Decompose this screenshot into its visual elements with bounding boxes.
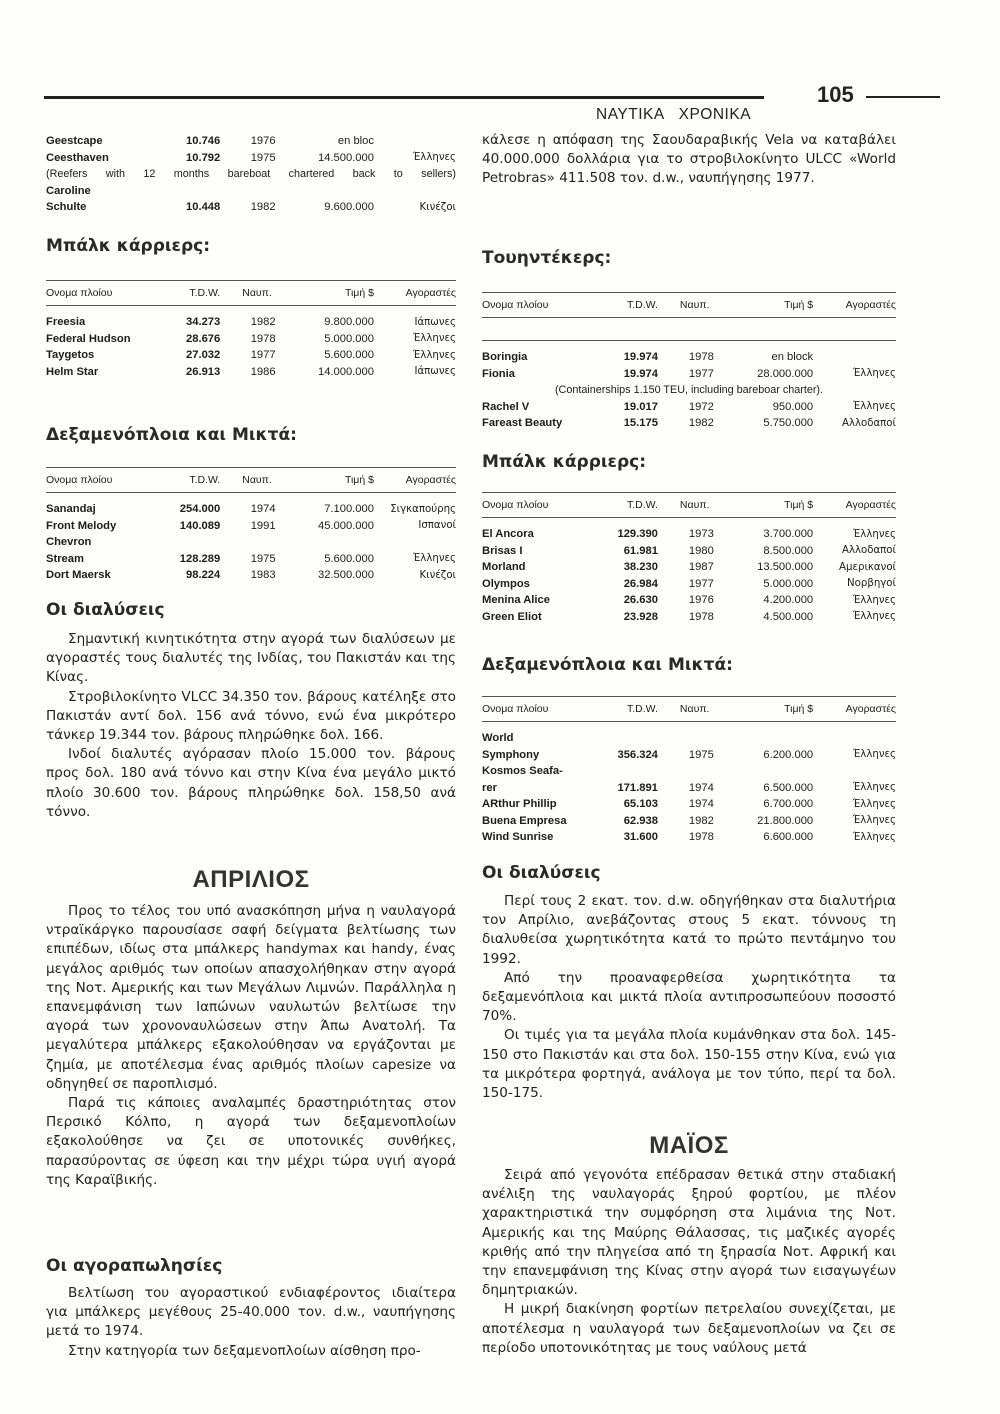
cell-name: Olympos [482, 577, 530, 590]
paragraph: Από την προαναφερθείσα χωρητικότητα τα δεξαμενόπλοια και μικτά πλοία αντιπροσωπεύουν ποσοστό 70%. [482, 969, 896, 1025]
table-row [482, 399, 896, 416]
cell-buyer [374, 133, 456, 150]
table-spacer [482, 341, 896, 350]
cell-buyer: Έλληνες [852, 611, 896, 623]
table-row [482, 349, 896, 366]
paragraph: κάλεσε η απόφαση της Σαουδαραβικής Vela να καταβάλει 40.000.000 δολλάρια για το στροβιλοκίνητο ULCC «World Petrobras» 411.508 τον. d.w., ναυπήγησης 1977. [482, 132, 896, 187]
cell-name: World [482, 732, 514, 745]
cell-dwt: 171.891 [617, 781, 658, 794]
cell-dwt [598, 730, 658, 747]
cell-name: Caroline [46, 184, 91, 197]
column-header-dwt: T.D.W. [189, 287, 221, 299]
table-row [482, 747, 896, 764]
cell-year: 1980 [688, 544, 714, 557]
cell-buyer: Έλληνες [852, 368, 896, 380]
paragraph: Ινδοί διαλυτές αγόρασαν πλοίο 15.000 τον. βάρους προς δολ. 180 ανά τόννο και στην Κίνα ένα μεγάλο μικτό πλοίο 30.600 τον. βάρους πληρώθηκε δολ. 158,50 ανά τόννο. [46, 746, 456, 820]
paragraph: Παρά τις κάποιες αναλαμπές δραστηριότητας στον Περσικό Κόλπο, η αγορά των δεξαμενοπλοίων εξακολούθησε να ζει σε υποτονικές συνθήκες, παρασύροντας σε ύφεση και την μέχρι τώρα υγιή αγορά της Καραϊβικής. [46, 1095, 456, 1188]
column-header-year: Ναυπ. [679, 299, 710, 311]
cell-dwt: 10.448 [186, 201, 221, 214]
cell-buyer: Έλληνες [852, 831, 896, 843]
cell-name: Helm Star [46, 365, 99, 378]
cell-year: 1977 [250, 349, 276, 362]
paragraph: Η μικρή διακίνηση φορτίων πετρελαίου συνεχίζεται, με αποτέλεσμα η ναυλαγορά των δεξαμενοπλοίων να ζει σε περίοδο υποτονικότητας με τους ναύλους μετά [482, 1301, 896, 1356]
table-spacer [482, 722, 896, 731]
column-header-name: Ονομα πλοίου [482, 299, 549, 311]
cell-buyer: Έλληνες [852, 798, 896, 810]
table-header-row [482, 493, 896, 518]
cell-price: 5.750.000 [763, 417, 814, 430]
cell-buyer: Έλληνες [852, 594, 896, 606]
cell-name: Geestcape [46, 135, 103, 148]
cell-name: Ceesthaven [46, 151, 109, 164]
section-heading-tankers: Δεξαμενόπλοια και Μικτά: [46, 425, 297, 445]
cell-price: 6.500.000 [763, 781, 814, 794]
table-divider [482, 318, 896, 341]
cell-dwt: 31.600 [623, 831, 658, 844]
cell-name: Symphony [482, 748, 540, 761]
cell-dwt: 140.089 [179, 519, 221, 532]
column-header-year: Ναυπ. [242, 287, 272, 299]
cell-year: 1973 [688, 528, 714, 541]
table-row [46, 364, 456, 381]
cell-dwt: 26.630 [623, 594, 658, 607]
section-heading-sales: Οι αγοραπωλησίες [46, 1256, 223, 1276]
table-row [482, 366, 896, 383]
cell-dwt: 62.938 [623, 814, 658, 827]
table-row [482, 543, 896, 560]
cell-name: Brisas I [482, 544, 523, 557]
cell-dwt: 34.273 [186, 316, 221, 329]
column-header-year: Ναυπ. [679, 499, 710, 511]
section-heading-tweendeckers: Τουηντέκερς: [482, 248, 612, 268]
cell-year: 1975 [688, 748, 714, 761]
table-note: (Reefers with 12 months bareboat chartered back to sellers) [46, 168, 456, 181]
table-header-row [46, 281, 456, 306]
cell-dwt: 10.792 [186, 151, 221, 164]
bulk-carriers-table [46, 280, 456, 380]
column-header-name: Ονομα πλοίου [482, 499, 549, 511]
cell-price: 45.000.000 [317, 519, 374, 532]
cell-year: 1975 [250, 151, 276, 164]
cell-buyer: Έλληνες [852, 528, 896, 540]
cell-year: 1982 [250, 316, 276, 329]
paragraph: Στην κατηγορία των δεξαμενοπλοίων αίσθηση προ- [68, 1342, 421, 1359]
column-header-price: Τιμή $ [344, 287, 374, 299]
cell-name: Rachel V [482, 400, 530, 413]
cell-buyer: Αμερικανοί [839, 561, 896, 573]
cell-year: 1991 [250, 519, 276, 532]
column-header-buyer: Αγοραστές [405, 287, 456, 299]
cell-buyer [813, 730, 896, 747]
table-header-row [46, 468, 456, 493]
column-header-buyer: Αγοραστές [405, 474, 456, 486]
cell-dwt: 65.103 [623, 798, 658, 811]
april-text [46, 902, 456, 1190]
cell-buyer: Έλληνες [412, 553, 456, 565]
cell-name: rer [482, 781, 497, 794]
table-row [482, 415, 896, 432]
cell-year: 1976 [250, 135, 276, 148]
cell-price: 950.000 [772, 400, 814, 413]
bulk-carriers-table [482, 492, 896, 625]
cell-year: 1978 [688, 351, 714, 364]
cell-name: Boringia [482, 351, 528, 364]
cell-price: 5.000.000 [763, 577, 814, 590]
cell-name: Buena Empresa [482, 814, 567, 827]
table-header-row [482, 697, 896, 722]
cell-buyer: Ισπανοί [418, 520, 456, 532]
table-row [46, 501, 456, 518]
cell-price: en bloc [337, 135, 374, 148]
cell-price: 28.000.000 [757, 367, 814, 380]
cell-price: en block [771, 351, 814, 364]
cell-buyer: Σιγκαπούρης [390, 503, 456, 515]
cell-name: Wind Sunrise [482, 831, 554, 844]
cell-year [658, 730, 714, 747]
cell-price: 14.000.000 [317, 365, 374, 378]
table-row [482, 559, 896, 576]
cell-name: Menina Alice [482, 594, 550, 607]
table-row [46, 567, 456, 584]
table-spacer [46, 493, 456, 502]
cell-year: 1974 [250, 503, 276, 516]
cell-dwt: 28.676 [186, 332, 221, 345]
column-header-price: Τιμή $ [784, 299, 814, 311]
cell-buyer [813, 763, 896, 780]
table-note-row [482, 382, 896, 399]
column-header-price: Τιμή $ [784, 499, 814, 511]
cell-dwt: 61.981 [623, 544, 658, 557]
cell-buyer [374, 534, 456, 551]
column-header-dwt: T.D.W. [627, 703, 658, 715]
cell-name: Federal Hudson [46, 332, 131, 345]
table-row [482, 576, 896, 593]
cell-dwt [161, 183, 220, 200]
cell-price: 4.200.000 [763, 594, 814, 607]
cell-buyer: Ιάπωνες [414, 366, 456, 378]
may-text [482, 1166, 896, 1358]
cell-price [714, 763, 813, 780]
column-header-name: Ονομα πλοίου [46, 474, 113, 486]
table-row [482, 829, 896, 846]
cell-dwt: 19.974 [623, 351, 658, 364]
table-row [46, 331, 456, 348]
header-rule [44, 96, 764, 99]
cell-price: 6.200.000 [763, 748, 814, 761]
cell-name: Fionia [482, 367, 515, 380]
cell-buyer [813, 349, 896, 366]
cell-name: Freesia [46, 316, 86, 329]
cell-price: 9.800.000 [324, 316, 374, 329]
table-note-row [46, 166, 456, 183]
cell-name: Stream [46, 552, 84, 565]
table-row [46, 314, 456, 331]
column-header-buyer: Αγοραστές [845, 299, 896, 311]
cell-buyer: Έλληνες [852, 749, 896, 761]
paragraph: Προς το τέλος του υπό ανασκόπηση μήνα η ναυλαγορά ντραϊκάργκο παρουσίασε σαφή δείγματα βελτίωσης των επιπέδων, ιδίως στα μπάλκερς handymax και handy, ένας μεγάλος αριθμός των οποίων απασχολήθηκαν στην αγορά της Νοτ. Αμερικής και των Μεγάλων Λιμνών. Παράλληλα η επανεμφάνιση των Ιαπώνων ναυλωτών βελτίωσε την αγορά των χρονοναυλώσεων στην Άπω Ανατολή. Τα μεγαλύτερα μπάλκερς εξακολούθησαν να εργάζονται με ζημία, με αποτέλεσμα ένας αριθμός πλοίων capesize να οδηγηθεί σε παροπλισμό. [46, 903, 456, 1092]
cell-price: 4.500.000 [763, 610, 814, 623]
cell-dwt: 27.032 [186, 349, 221, 362]
cell-dwt [161, 534, 220, 551]
table-row [46, 347, 456, 364]
cell-name: El Ancora [482, 528, 534, 541]
cell-name: Sanandaj [46, 503, 96, 516]
cell-year: 1976 [688, 594, 714, 607]
cell-price: 9.600.000 [324, 201, 374, 214]
cell-year: 1983 [250, 569, 276, 582]
table-row [482, 796, 896, 813]
table-row [46, 150, 456, 167]
page-number: 105 [817, 82, 854, 107]
cell-price: 13.500.000 [757, 561, 814, 574]
tankers-table [46, 467, 456, 584]
table-header-row [482, 293, 896, 318]
table-row [46, 534, 456, 551]
section-heading-scrapping: Οι διαλύσεις [46, 600, 165, 620]
cell-year: 1975 [250, 552, 276, 565]
paragraph: Περί τους 2 εκατ. τον. d.w. οδηγήθηκαν στα διαλυτήρια τον Απρίλιο, ανεβάζοντας στους 5 εκατ. τόννους τη διαλυθείσα χωρητικότητα κατά το πρώτο πεντάμηνο του 1992. [482, 893, 896, 967]
cell-buyer: Αλλοδαποί [841, 417, 896, 429]
cell-year: 1982 [250, 201, 276, 214]
sales-text [46, 1284, 456, 1361]
cell-dwt: 356.324 [617, 748, 658, 761]
header-rule [866, 96, 940, 98]
section-heading-tankers: Δεξαμενόπλοια και Μικτά: [482, 655, 733, 675]
cell-year: 1987 [688, 561, 714, 574]
cell-name: Kosmos Seafa- [482, 765, 563, 778]
cell-dwt: 23.928 [623, 610, 658, 623]
cell-dwt: 15.175 [623, 417, 658, 430]
table-row [482, 813, 896, 830]
cell-year [658, 763, 714, 780]
cell-year: 1977 [688, 577, 714, 590]
table-spacer [46, 306, 456, 315]
cell-buyer [374, 183, 456, 200]
cell-dwt: 129.390 [617, 528, 658, 541]
cell-dwt: 26.913 [186, 365, 221, 378]
cell-price: 5.000.000 [324, 332, 374, 345]
paragraph: Βελτίωση του αγοραστικού ενδιαφέροντος ιδιαίτερα για μπάλκερς μεγέθους 25-40.000 τον. d.w., ναυπήγησης μετά το 1974. [46, 1285, 456, 1340]
cell-year [220, 534, 275, 551]
paragraph: Σειρά από γεγονότα επέδρασαν θετικά στην σταδιακή ανέλιξη της ναυλαγοράς ξηρού φορτίου, με πλέον χαρακτηριστικά την συμφόρηση στα λιμάνια της Νοτ. Αμερικής και της Μαύρης Θάλασσας, τις μαζικές αγορές κριθής από την πληγείσα από τη ξηρασία Νοτ. Αφρική και την επανεμφάνιση της Κίνας στην αγορά των εισαγωγέων δημητριακών. [482, 1167, 896, 1299]
paragraph: Στροβιλοκίνητο VLCC 34.350 τον. βάρους κατέληξε στο Πακιστάν αντί δολ. 156 ανά τόννο, ενώ ένα μικρότερο τάνκερ 19.344 τον. βάρους πληρώθηκε δολ. 166. [46, 688, 456, 744]
month-heading-may: ΜΑΪΟΣ [649, 1132, 729, 1159]
column-header-dwt: T.D.W. [627, 499, 658, 511]
cell-price: 7.100.000 [324, 503, 374, 516]
cell-buyer: Έλληνες [852, 782, 896, 794]
cell-name: Dort Maersk [46, 569, 111, 582]
paragraph: Οι τιμές για τα μεγάλα πλοία κυμάνθηκαν στα δολ. 145-150 στο Πακιστάν και στα δολ. 150-155 στην Κίνα, ενώ για τα μικρότερα φορτηγά, ανάλογα με τον τύπο, περί τα δολ. 150-175. [482, 1027, 896, 1102]
cell-price [276, 183, 374, 200]
column-header-name: Ονομα πλοίου [46, 287, 113, 299]
cell-dwt: 128.289 [179, 552, 221, 565]
cell-year: 1982 [688, 417, 714, 430]
cell-year: 1977 [688, 367, 714, 380]
cell-buyer: Κινέζοι [419, 201, 456, 213]
cell-year: 1986 [250, 365, 276, 378]
cell-year: 1978 [688, 831, 714, 844]
paragraph: Σημαντική κινητικότητα στην αγορά των διαλύσεων με αγοραστές τους διαλυτές της Ινδίας, του Πακιστάν και της Κίνας. [46, 631, 456, 686]
cell-price: 32.500.000 [317, 569, 374, 582]
cell-price: 8.500.000 [763, 544, 814, 557]
column-header-dwt: T.D.W. [627, 299, 658, 311]
cell-dwt: 254.000 [179, 503, 221, 516]
table-note: (Containerships 1.150 TEU, including bareboar charter). [554, 384, 824, 397]
tweendeckers-table [482, 292, 896, 432]
cell-buyer: Έλληνες [852, 401, 896, 413]
column-header-buyer: Αγοραστές [845, 703, 896, 715]
cell-price: 6.600.000 [763, 831, 814, 844]
cell-year: 1974 [688, 798, 714, 811]
table-row [46, 518, 456, 535]
cell-dwt: 19.974 [623, 367, 658, 380]
cell-dwt: 26.984 [623, 577, 658, 590]
cell-name: ARthur Phillip [482, 798, 557, 811]
cell-price [276, 534, 374, 551]
cell-buyer: Έλληνες [412, 333, 456, 345]
cell-price [714, 730, 813, 747]
cell-price: 3.700.000 [763, 528, 814, 541]
cell-buyer: Ιάπωνες [414, 316, 456, 328]
cell-year: 1978 [688, 610, 714, 623]
table-row [46, 199, 456, 216]
cell-dwt [598, 763, 658, 780]
page-header [44, 84, 896, 114]
table-row [482, 592, 896, 609]
cell-name: Green Eliot [482, 610, 542, 623]
table-row [482, 526, 896, 543]
cell-year: 1978 [250, 332, 276, 345]
cell-year: 1974 [688, 781, 714, 794]
cell-name: Taygetos [46, 349, 95, 362]
column-header-price: Τιμή $ [784, 703, 814, 715]
cell-buyer: Έλληνες [852, 815, 896, 827]
cell-dwt: 19.017 [623, 400, 658, 413]
scrapping-text [46, 630, 456, 822]
sales-table-continued [46, 133, 456, 216]
cell-name: Schulte [46, 201, 87, 214]
cell-dwt: 38.230 [623, 561, 658, 574]
column-header-name: Ονομα πλοίου [482, 703, 549, 715]
table-row [482, 609, 896, 626]
cell-price: 21.800.000 [757, 814, 814, 827]
column-header-year: Ναυπ. [242, 474, 272, 486]
cell-dwt: 10.746 [186, 135, 221, 148]
section-heading-bulk-carriers: Μπάλκ κάρριερς: [46, 236, 211, 256]
cell-price: 5.600.000 [324, 349, 374, 362]
tankers-table [482, 696, 896, 846]
cell-buyer: Έλληνες [412, 349, 456, 361]
cell-price: 5.600.000 [324, 552, 374, 565]
table-row [482, 763, 896, 780]
table-row [46, 183, 456, 200]
cell-buyer: Έλληνες [412, 152, 456, 164]
cell-price: 6.700.000 [763, 798, 814, 811]
journal-title: ΝΑΥΤΙΚΑ ΧΡΟΝΙΚΑ [596, 106, 752, 123]
table-row [46, 133, 456, 150]
section-heading-bulk-carriers: Μπάλκ κάρριερς: [482, 452, 647, 472]
scrapping-text [482, 892, 896, 1103]
cell-buyer: Κινέζοι [419, 569, 456, 581]
cell-year: 1982 [688, 814, 714, 827]
cell-year: 1972 [688, 400, 714, 413]
cell-dwt: 98.224 [186, 569, 221, 582]
column-header-dwt: T.D.W. [189, 474, 221, 486]
month-heading-april: ΑΠΡΙΛΙΟΣ [192, 866, 310, 893]
column-header-year: Ναυπ. [679, 703, 710, 715]
continued-text [482, 131, 896, 189]
table-row [482, 730, 896, 747]
cell-buyer: Νορβηγοί [847, 578, 896, 590]
column-header-buyer: Αγοραστές [845, 499, 896, 511]
section-heading-scrapping: Οι διαλύσεις [482, 863, 601, 883]
cell-name: Front Melody [46, 519, 117, 532]
cell-year [220, 183, 275, 200]
table-row [46, 551, 456, 568]
cell-name: Chevron [46, 536, 92, 549]
cell-name: Morland [482, 561, 526, 574]
cell-name: Fareast Beauty [482, 417, 563, 430]
cell-price: 14.500.000 [317, 151, 374, 164]
cell-buyer: Αλλοδαποί [841, 545, 896, 557]
table-spacer [482, 518, 896, 527]
column-header-price: Τιμή $ [344, 474, 374, 486]
table-row [482, 780, 896, 797]
